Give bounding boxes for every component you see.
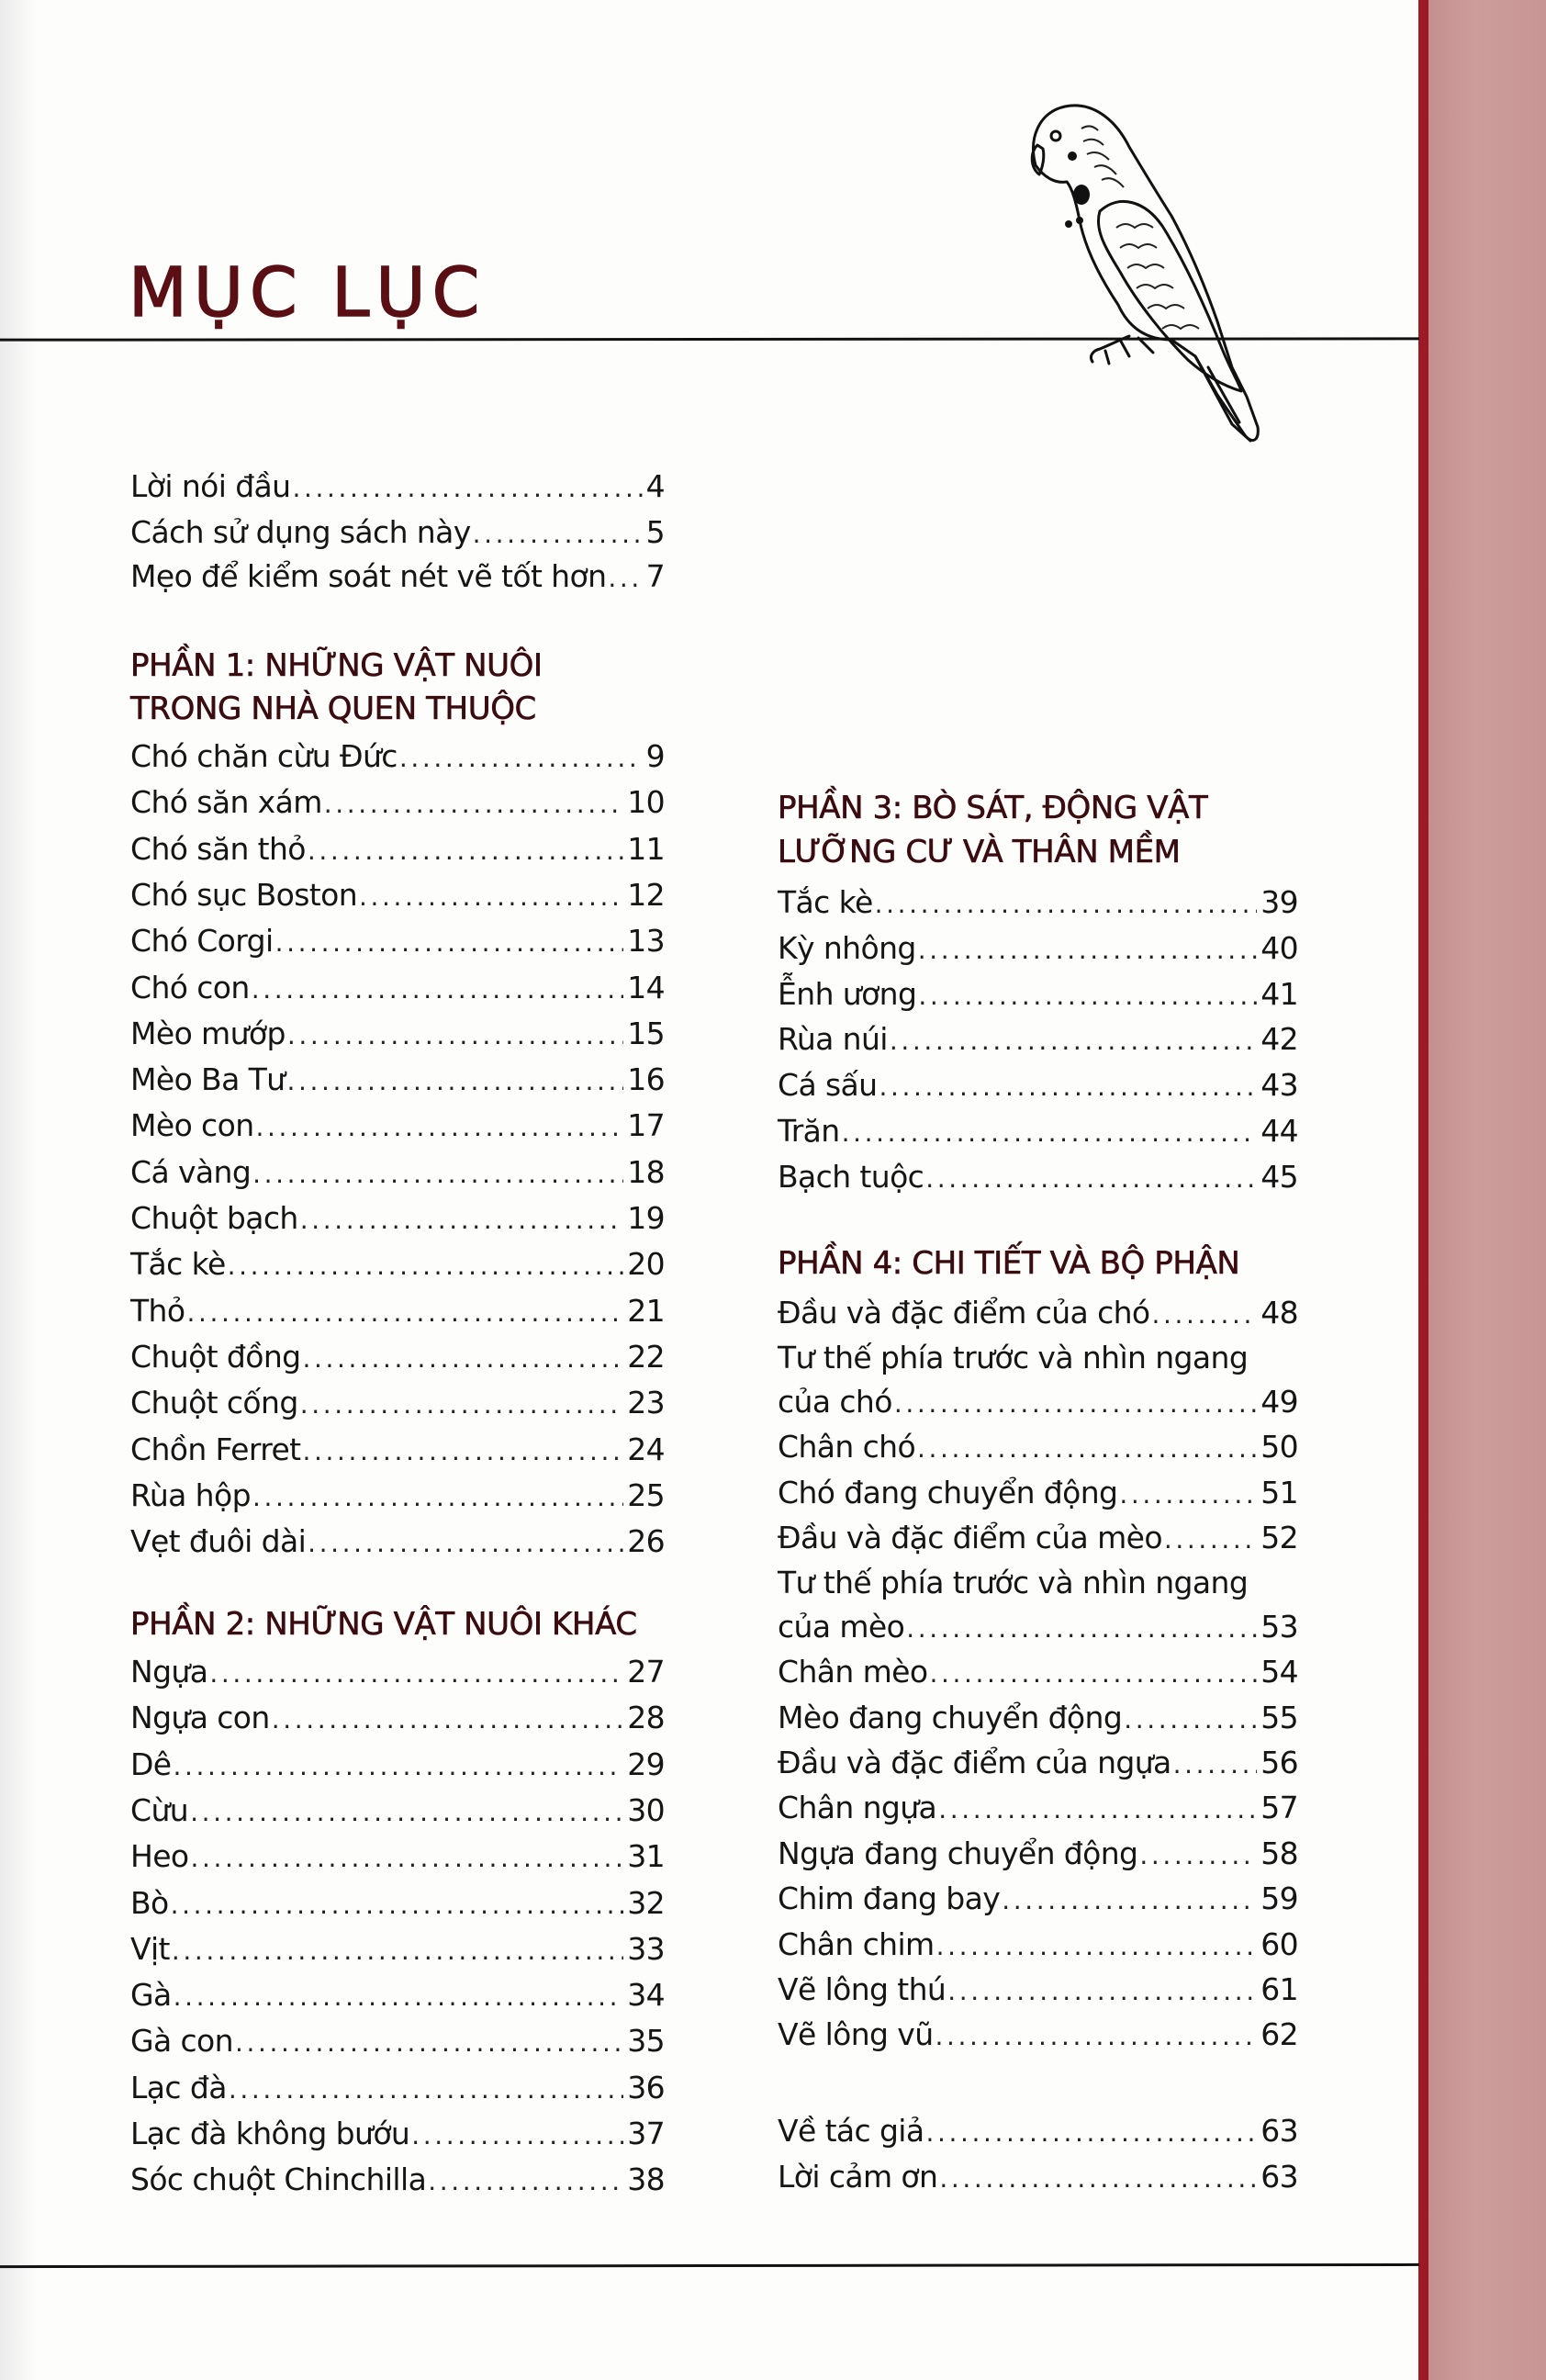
toc-entry[interactable]	[778, 2154, 1298, 2200]
toc-entry-page: 61	[1260, 1971, 1298, 2007]
dot-leader	[171, 1882, 624, 1928]
toc-entry[interactable]	[130, 1334, 665, 1380]
toc-entry-label: Chim đang bay	[778, 1880, 1001, 1917]
toc-entry-label: Vẽ lông vũ	[778, 2016, 934, 2053]
dot-leader	[917, 1426, 1257, 1472]
toc-entry-page: 39	[1260, 884, 1298, 920]
toc-entry-page: 59	[1260, 1880, 1298, 1917]
toc-entry-page: 63	[1260, 2113, 1298, 2149]
toc-entry-page: 12	[627, 876, 665, 913]
toc-column-left	[130, 0, 665, 2380]
toc-entry-page: 13	[627, 923, 665, 960]
dot-leader	[939, 2156, 1257, 2202]
toc-entry[interactable]	[130, 734, 665, 780]
toc-entry-label: Sóc chuột Chinchilla	[130, 2161, 427, 2198]
toc-entry[interactable]	[130, 872, 665, 918]
dot-leader	[1139, 1833, 1257, 1879]
dot-leader	[174, 1744, 624, 1790]
toc-entry-page: 37	[627, 2116, 665, 2151]
toc-entry-label: Gà	[130, 1977, 172, 2014]
toc-entry[interactable]	[130, 1380, 665, 1426]
toc-entry-label: Lạc đà	[130, 2069, 227, 2105]
dot-leader	[174, 1974, 624, 2020]
dot-leader	[252, 1475, 623, 1521]
toc-entry-label: Cá sấu	[778, 1067, 878, 1104]
toc-entry[interactable]	[130, 826, 665, 872]
dot-leader	[926, 2110, 1258, 2156]
dot-leader	[428, 2159, 623, 2205]
toc-entry-label: Chân mèo	[778, 1654, 928, 1690]
toc-entry[interactable]	[130, 2065, 665, 2111]
toc-entry-page: 34	[627, 1977, 665, 2014]
toc-entry-page: 19	[627, 1200, 665, 1236]
dot-leader	[1164, 1517, 1257, 1563]
dot-leader	[229, 2067, 623, 2113]
dot-leader	[286, 1059, 623, 1105]
toc-entry[interactable]	[130, 918, 665, 964]
toc-entry-label: Chó săn thỏ	[130, 830, 306, 867]
toc-entry-label: Cừu	[130, 1791, 189, 1828]
toc-entry[interactable]	[130, 965, 665, 1011]
toc-entry-label: Mẹo để kiểm soát nét vẽ tốt hơn	[130, 558, 607, 594]
toc-entry-label: Chân chó	[778, 1429, 916, 1465]
toc-entry[interactable]	[778, 1290, 1298, 1336]
dot-leader	[287, 1013, 623, 1059]
dot-leader	[879, 1064, 1257, 1110]
toc-entry-label: Chân chim	[778, 1925, 935, 1962]
toc-entry-label: Chó con	[130, 969, 250, 1005]
dot-leader	[186, 1290, 623, 1336]
dot-leader	[1173, 1742, 1258, 1788]
toc-entry-page: 44	[1260, 1113, 1298, 1149]
page-gutter-shade	[0, 0, 37, 2380]
toc-entry-label: của chó	[778, 1383, 892, 1420]
toc-entry-label: Chuột đồng	[130, 1338, 301, 1375]
dot-leader	[473, 511, 643, 557]
toc-entry-label: Ngựa	[130, 1654, 208, 1690]
dot-leader	[235, 2020, 623, 2066]
toc-entry-label: Mèo Ba Tư	[130, 1061, 286, 1098]
toc-entry-label: Chó chăn cừu Đức	[130, 738, 398, 774]
toc-entry[interactable]	[778, 1649, 1298, 1695]
toc-entry-page: 40	[1260, 929, 1298, 966]
toc-entry-page: 38	[627, 2161, 665, 2198]
toc-entry-label: Đầu và đặc điểm của chó	[778, 1295, 1150, 1330]
toc-entry-label: Vẹt đuôi dài	[130, 1523, 307, 1560]
dot-leader	[172, 1928, 623, 1974]
toc-entry-page: 15	[627, 1015, 665, 1051]
toc-entry[interactable]	[778, 1379, 1298, 1425]
dot-leader	[875, 881, 1258, 927]
dot-leader	[947, 1969, 1257, 2015]
toc-entry[interactable]	[130, 2018, 665, 2064]
toc-entry-page: 54	[1260, 1654, 1298, 1690]
toc-entry-page: 51	[1260, 1474, 1298, 1510]
dot-leader	[918, 927, 1257, 973]
toc-entry-page: 50	[1260, 1429, 1298, 1465]
dot-leader	[228, 1243, 624, 1289]
toc-entry-label: Đầu và đặc điểm của ngựa	[778, 1745, 1171, 1780]
toc-entry-page: 25	[627, 1476, 665, 1513]
dot-leader	[935, 2014, 1258, 2060]
toc-entry-label: Ễnh ương	[778, 975, 917, 1012]
toc-entry[interactable]	[130, 1288, 665, 1334]
toc-entry-page: 48	[1260, 1295, 1298, 1330]
section-heading-part-3: PHẦN 3: BÒ SÁT, ĐỘNG VẬT	[778, 790, 1208, 826]
toc-entry-label: Bò	[130, 1884, 169, 1921]
toc-entry-page: 36	[627, 2069, 665, 2105]
toc-entry[interactable]	[130, 1150, 665, 1196]
dot-leader	[936, 1924, 1258, 1970]
toc-entry-page: 52	[1260, 1520, 1298, 1555]
section-heading-part-4: PHẦN 4: CHI TIẾT VÀ BỘ PHẬN	[778, 1245, 1240, 1282]
toc-entry[interactable]	[130, 1057, 665, 1103]
toc-entry-label: Thỏ	[130, 1292, 185, 1329]
dot-leader	[300, 1197, 623, 1243]
toc-entry-page: 14	[627, 969, 665, 1005]
dot-leader	[842, 1110, 1258, 1156]
toc-entry-label: Mèo mướp	[130, 1015, 286, 1051]
section-heading-part-1-line-2: TRONG NHÀ QUEN THUỘC	[130, 690, 536, 727]
toc-entry-page: 27	[627, 1654, 665, 1690]
dot-leader	[1119, 1472, 1257, 1518]
toc-entry[interactable]	[778, 1967, 1298, 2013]
toc-entry[interactable]	[778, 1831, 1298, 1877]
toc-entry[interactable]	[778, 1695, 1298, 1741]
toc-entry-label: Heo	[130, 1838, 189, 1875]
toc-entry-page: 22	[627, 1338, 665, 1375]
toc-entry-label: Chó Corgi	[130, 923, 274, 960]
toc-entry-label: Đầu và đặc điểm của mèo	[778, 1520, 1162, 1555]
dot-leader	[300, 1382, 624, 1428]
toc-entry[interactable]	[130, 1742, 665, 1788]
dot-leader	[252, 1151, 623, 1197]
toc-entry[interactable]	[130, 1473, 665, 1519]
toc-entry-page: 60	[1260, 1925, 1298, 1962]
toc-entry-page: 43	[1260, 1067, 1298, 1104]
toc-entry-label: Vẽ lông thú	[778, 1971, 947, 2007]
toc-entry[interactable]	[778, 971, 1298, 1017]
toc-entry-label-line-1	[778, 1560, 1298, 1606]
dot-leader	[190, 1790, 623, 1836]
toc-entry[interactable]	[130, 2157, 665, 2203]
dot-leader	[608, 556, 642, 601]
toc-entry-page: 11	[627, 830, 665, 867]
dot-leader	[890, 1018, 1257, 1064]
page-title: MỤC LỤC	[129, 253, 487, 332]
toc-entry[interactable]	[130, 1519, 665, 1565]
dot-leader	[1002, 1878, 1257, 1924]
toc-entry-page: 62	[1260, 2016, 1298, 2053]
toc-column-right	[778, 0, 1298, 2380]
toc-entry-page: 5	[645, 514, 665, 550]
toc-entry-label: Về tác giả	[778, 2113, 924, 2149]
toc-entry-label: Rùa hộp	[130, 1476, 251, 1513]
toc-entry-label: Rùa núi	[778, 1021, 888, 1058]
toc-entry[interactable]	[778, 1062, 1298, 1108]
toc-entry-label: Lời nói đầu	[130, 468, 291, 504]
toc-entry[interactable]	[130, 1972, 665, 2018]
dot-leader	[1124, 1697, 1257, 1743]
toc-entry[interactable]	[130, 1011, 665, 1057]
toc-entry-page: 31	[627, 1838, 665, 1875]
dot-leader	[292, 466, 642, 511]
toc-entry-label: Ngựa con	[130, 1700, 270, 1736]
section-heading-part-1: PHẦN 1: NHỮNG VẬT NUÔI	[130, 647, 543, 684]
toc-entry-label: Chó săn xám	[130, 784, 322, 821]
toc-entry-page: 41	[1260, 975, 1298, 1012]
toc-entry-page: 30	[627, 1791, 665, 1828]
toc-entry-page: 57	[1260, 1790, 1298, 1826]
toc-entry-label: Mèo đang chuyển động	[778, 1699, 1123, 1735]
toc-entry-page: 33	[627, 1930, 665, 1967]
toc-entry[interactable]	[130, 1880, 665, 1926]
toc-entry-label: Bạch tuộc	[778, 1158, 924, 1195]
dot-leader	[308, 828, 623, 874]
toc-entry-label: của mèo	[778, 1608, 905, 1645]
toc-entry-page: 53	[1260, 1608, 1298, 1645]
toc-entry-page: 45	[1260, 1158, 1298, 1195]
toc-entry-label: Ngựa đang chuyển động	[778, 1835, 1138, 1871]
toc-entry[interactable]	[778, 1876, 1298, 1922]
dot-leader	[359, 874, 623, 920]
toc-entry[interactable]	[130, 1427, 665, 1473]
toc-entry[interactable]	[130, 1196, 665, 1241]
dot-leader	[303, 1336, 624, 1382]
toc-entry-page: 16	[627, 1061, 665, 1098]
toc-entry-label: Chuột bạch	[130, 1200, 298, 1236]
toc-entry[interactable]	[130, 1695, 665, 1741]
toc-entry-page: 35	[627, 2023, 665, 2060]
toc-entry-page: 26	[627, 1523, 665, 1560]
toc-entry-page: 55	[1260, 1699, 1298, 1735]
toc-entry[interactable]	[778, 1604, 1298, 1650]
toc-entry-label: Chó sục Boston	[130, 876, 358, 913]
dot-leader	[894, 1381, 1257, 1427]
toc-entry[interactable]	[130, 1241, 665, 1287]
toc-entry[interactable]	[130, 780, 665, 825]
toc-entry-page: 29	[627, 1746, 665, 1782]
toc-entry-page: 24	[627, 1431, 665, 1467]
toc-entry-page: 9	[645, 738, 665, 774]
toc-entry-page: 49	[1260, 1383, 1298, 1420]
toc-entry[interactable]	[130, 464, 665, 510]
toc-entry-label: Chồn Ferret	[130, 1431, 301, 1467]
toc-entry-page: 28	[627, 1700, 665, 1736]
dot-leader	[303, 1429, 624, 1475]
dot-leader	[324, 781, 623, 827]
toc-entry[interactable]	[130, 1649, 665, 1695]
toc-entry[interactable]	[130, 1834, 665, 1880]
toc-entry-label: Vịt	[130, 1930, 170, 1967]
toc-entry[interactable]	[130, 1926, 665, 1972]
toc-entry[interactable]	[778, 1016, 1298, 1062]
toc-entry-label: Lời cảm ơn	[778, 2159, 938, 2195]
toc-entry-page: 17	[627, 1107, 665, 1144]
toc-entry-label: Tắc kè	[130, 1246, 226, 1283]
toc-entry-label: Chó đang chuyển động	[778, 1474, 1118, 1510]
toc-entry-label: Trăn	[778, 1113, 840, 1149]
toc-entry[interactable]	[778, 1470, 1298, 1516]
dot-leader	[191, 1836, 624, 1881]
toc-entry[interactable]	[778, 1515, 1298, 1561]
toc-entry-page: 58	[1260, 1835, 1298, 1871]
toc-entry-page: 7	[645, 558, 665, 594]
dot-leader	[411, 2113, 623, 2159]
toc-entry-page: 20	[627, 1246, 665, 1283]
toc-entry-page: 4	[645, 468, 665, 504]
toc-entry-page: 63	[1260, 2159, 1298, 2195]
toc-entry-label: Tư thế phía trước và nhìn ngang	[778, 1565, 1249, 1601]
cover-edge-panel	[1428, 0, 1546, 2380]
toc-entry[interactable]	[778, 1424, 1298, 1470]
toc-entry-label: Tư thế phía trước và nhìn ngang	[778, 1340, 1249, 1376]
toc-entry-label: Chuột cống	[130, 1385, 298, 1421]
dot-leader	[918, 973, 1257, 1019]
toc-entry[interactable]	[130, 1788, 665, 1834]
section-heading-part-2: PHẦN 2: NHỮNG VẬT NUÔI KHÁC	[130, 1606, 637, 1643]
toc-entry[interactable]	[778, 1108, 1298, 1154]
toc-entry[interactable]	[778, 880, 1298, 926]
dot-leader	[906, 1606, 1257, 1652]
page-edge-red-stripe	[1418, 0, 1428, 2380]
toc-entry-page: 56	[1260, 1745, 1298, 1780]
toc-entry-page: 10	[627, 784, 665, 821]
toc-entry-page: 32	[627, 1884, 665, 1921]
toc-entry[interactable]	[778, 1785, 1298, 1831]
toc-entry[interactable]	[778, 926, 1298, 971]
toc-entry[interactable]	[130, 1103, 665, 1149]
toc-entry[interactable]	[130, 554, 665, 600]
toc-entry-page: 18	[627, 1153, 665, 1190]
toc-entry-label: Lạc đà không bướu	[130, 2116, 410, 2151]
dot-leader	[209, 1651, 623, 1697]
toc-entry[interactable]	[778, 1740, 1298, 1786]
toc-entry[interactable]	[778, 1922, 1298, 1968]
dot-leader	[256, 1105, 624, 1151]
dot-leader	[252, 967, 624, 1013]
dot-leader	[308, 1521, 623, 1566]
toc-entry[interactable]	[778, 2012, 1298, 2058]
dot-leader	[399, 735, 643, 781]
toc-entry[interactable]	[130, 510, 665, 556]
dot-leader	[272, 1697, 623, 1743]
toc-entry-page: 42	[1260, 1021, 1298, 1058]
toc-entry[interactable]	[130, 2111, 665, 2157]
toc-entry-label-line-1	[778, 1335, 1298, 1381]
toc-entry-label: Dê	[130, 1746, 172, 1782]
toc-entry-label: Gà con	[130, 2023, 233, 2060]
toc-entry-label: Tắc kè	[778, 884, 873, 920]
dot-leader	[929, 1651, 1257, 1697]
toc-entry[interactable]	[778, 1154, 1298, 1200]
dot-leader	[275, 920, 624, 966]
toc-entry[interactable]	[778, 2108, 1298, 2154]
dot-leader	[925, 1156, 1257, 1202]
toc-entry-page: 23	[627, 1385, 665, 1421]
dot-leader	[1152, 1292, 1258, 1338]
toc-entry-label: Cách sử dụng sách này	[130, 514, 471, 550]
toc-entry-label: Mèo con	[130, 1107, 254, 1144]
toc-entry-label: Cá vàng	[130, 1153, 252, 1190]
section-heading-part-3-line-2: LƯỠNG CƯ VÀ THÂN MỀM	[778, 834, 1181, 870]
toc-entry-label: Chân ngựa	[778, 1790, 937, 1826]
dot-leader	[938, 1787, 1257, 1833]
toc-entry-label: Kỳ nhông	[778, 929, 916, 966]
toc-entry-page: 21	[627, 1292, 665, 1329]
